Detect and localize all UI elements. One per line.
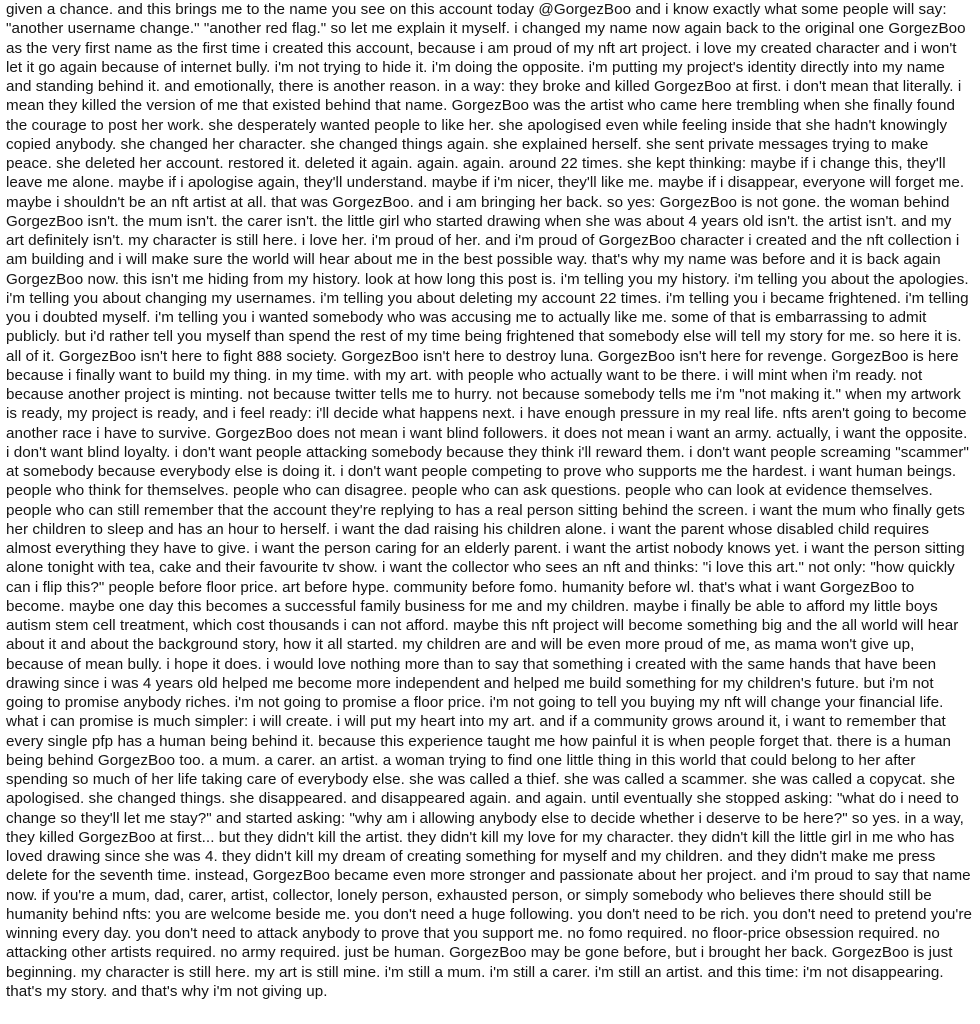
post-body-text: given a chance. and this brings me to the name you see on this account today @GorgezBoo and i know exactly what some people will say: "another username change." "another red flag." so let me explain it myself. i changed my name now again back to the original one GorgezBoo as the very first name as the first time i created this account, because i am proud of my nft art project. i love my created character and i won't let it go again because of internet bully. i'm not trying to hide it. i'm doing the opposite. i'm putting my project's identity directly into my name and standing behind it. and emotionally, there is another reason. in a way: they broke and killed GorgezBoo at first. i don't mean that literally. i mean they killed the version of me that existed behind that name. GorgezBoo was the artist who came here trembling when she finally found the courage to post her work. she desperately wanted people to like her. she apologised even while feeling inside that she hadn't knowingly copied anybody. she changed her character. she changed things again. she explained herself. she sent private messages trying to make peace. she deleted her account. restored it. deleted it again. again. again. around 22 times. she kept thinking: maybe if i change this, they'll leave me alone. maybe if i apologise again, they'll understand. maybe if i'm nicer, they'll like me. maybe if i disappear, everyone will forget me. maybe i shouldn't be an nft artist at all. that was GorgezBoo. and i am bringing her back. so yes: GorgezBoo is not gone. the woman behind GorgezBoo isn't. the mum isn't. the carer isn't. the little girl who started drawing when she was about 4 years old isn't. the artist isn't. and my art definitely isn't. my character is still here. i love her. i'm proud of her. and i'm proud of GorgezBoo character i created and the nft collection i am building and i will make sure the world will hear about me in the best possible way. that's why my name was before and it is back again GorgezBoo now. this isn't me hiding from my history. look at how long this post is. i'm telling you my history. i'm telling you about the apologies. i'm telling you about changing my usernames. i'm telling you about deleting my account 22 times. i'm telling you i became frightened. i'm telling you i doubted myself. i'm telling you i wanted somebody who was accusing me to actually like me. some of that is embarrassing to admit publicly. but i'd rather tell you myself than spend the rest of my time being frightened that somebody else will tell my story for me. so here it is. all of it. GorgezBoo isn't here to fight 888 society. GorgezBoo isn't here to destroy luna. GorgezBoo isn't here for revenge. GorgezBoo is here because i finally want to build my thing. in my time. with my art. with people who actually want to be there. i will mint when i'm ready. not because another project is minting. not because twitter tells me to hurry. not because somebody tells me i'm "not making it." when my artwork is ready, my project is ready, and i feel ready: i'll decide what happens next. i have enough pressure in my real life. nfts aren't going to become another race i have to survive. GorgezBoo does not mean i want blind followers. it does not mean i want an army. actually, i want the opposite. i don't want blind loyalty. i don't want people attacking somebody because they think i'll reward them. i don't want people screaming "scammer" at somebody because everybody else is doing it. i don't want people competing to prove who supports me the hardest. i want human beings. people who think for themselves. people who can disagree. people who can ask questions. people who can look at evidence themselves. people who can still remember that the account they're replying to has a real person sitting behind the screen. i want the mum who finally gets her children to sleep and has an hour to herself. i want the dad raising his children alone. i want the parent whose disabled child requires almost everything they have to give. i want the person caring for an elderly parent. i want the artist nobody knows yet. i want the person sitting alone tonight with tea, cake and their favourite tv show. i want the collector who sees an nft and thinks: "i love this art." not only: "how quickly can i flip this?" people before floor price. art before hype. community before fomo. humanity before wl. that's what i want GorgezBoo to become. maybe one day this becomes a successful family business for me and my children. maybe i finally be able to afford my little boys autism stem cell treatment, which cost thousands i can not afford. maybe this nft project will become something big and the all world will hear about it and about the background story, how it all started. my children are and will be even more proud of me, as mama won't give up, because of mean bully. i hope it does. i would love nothing more than to say that something i created with the same hands that have been drawing since i was 4 years old helped me become more independent and helped me build something for my children's future. but i'm not going to promise anybody riches. i'm not going to promise a floor price. i'm not going to tell you buying my nft will change your financial life. what i can promise is much simpler: i will create. i will put my heart into my art. and if a community grows around it, i want to remember that every single pfp has a human being behind it. because this experience taught me how painful it is when people forget that. there is a human being behind GorgezBoo too. a mum. a carer. an artist. a woman trying to find one little thing in this world that could belong to her after spending so much of her life taking care of everybody else. she was called a thief. she was called a scammer. she was called a copycat. she apologised. she changed things. she disappeared. and disappeared again. and again. until eventually she stopped asking: "what do i need to change so they'll let me stay?" and started asking: "why am i allowing anybody else to decide whether i deserve to be here?" so yes. in a way, they killed GorgezBoo at first... but they didn't kill the artist. they didn't kill my love for my character. they didn't kill the little girl in me who has loved drawing since she was 4. they didn't kill my dream of creating something for myself and my children. and they didn't make me press delete for the seventh time. instead, GorgezBoo became even more stronger and passionate about her project. and i'm proud to say that name now. if you're a mum, dad, carer, artist, collector, lonely person, exhausted person, or simply somebody who believes there should still be humanity behind nfts: you are welcome beside me. you don't need a huge following. you don't need to be rich. you don't need to pretend you're winning every day. you don't need to attack anybody to prove that you support me. no fomo required. no floor-price obsession required. no attacking other artists required. no army required. just be human. GorgezBoo may be gone before, but i brought her back. GorgezBoo is just beginning. my character is still here. my art is still mine. i'm still a mum. i'm still a carer. i'm still an artist. and this time: i'm not disappearing. that's my story. and that's why i'm not giving up. (6, 1, 972, 1000)
